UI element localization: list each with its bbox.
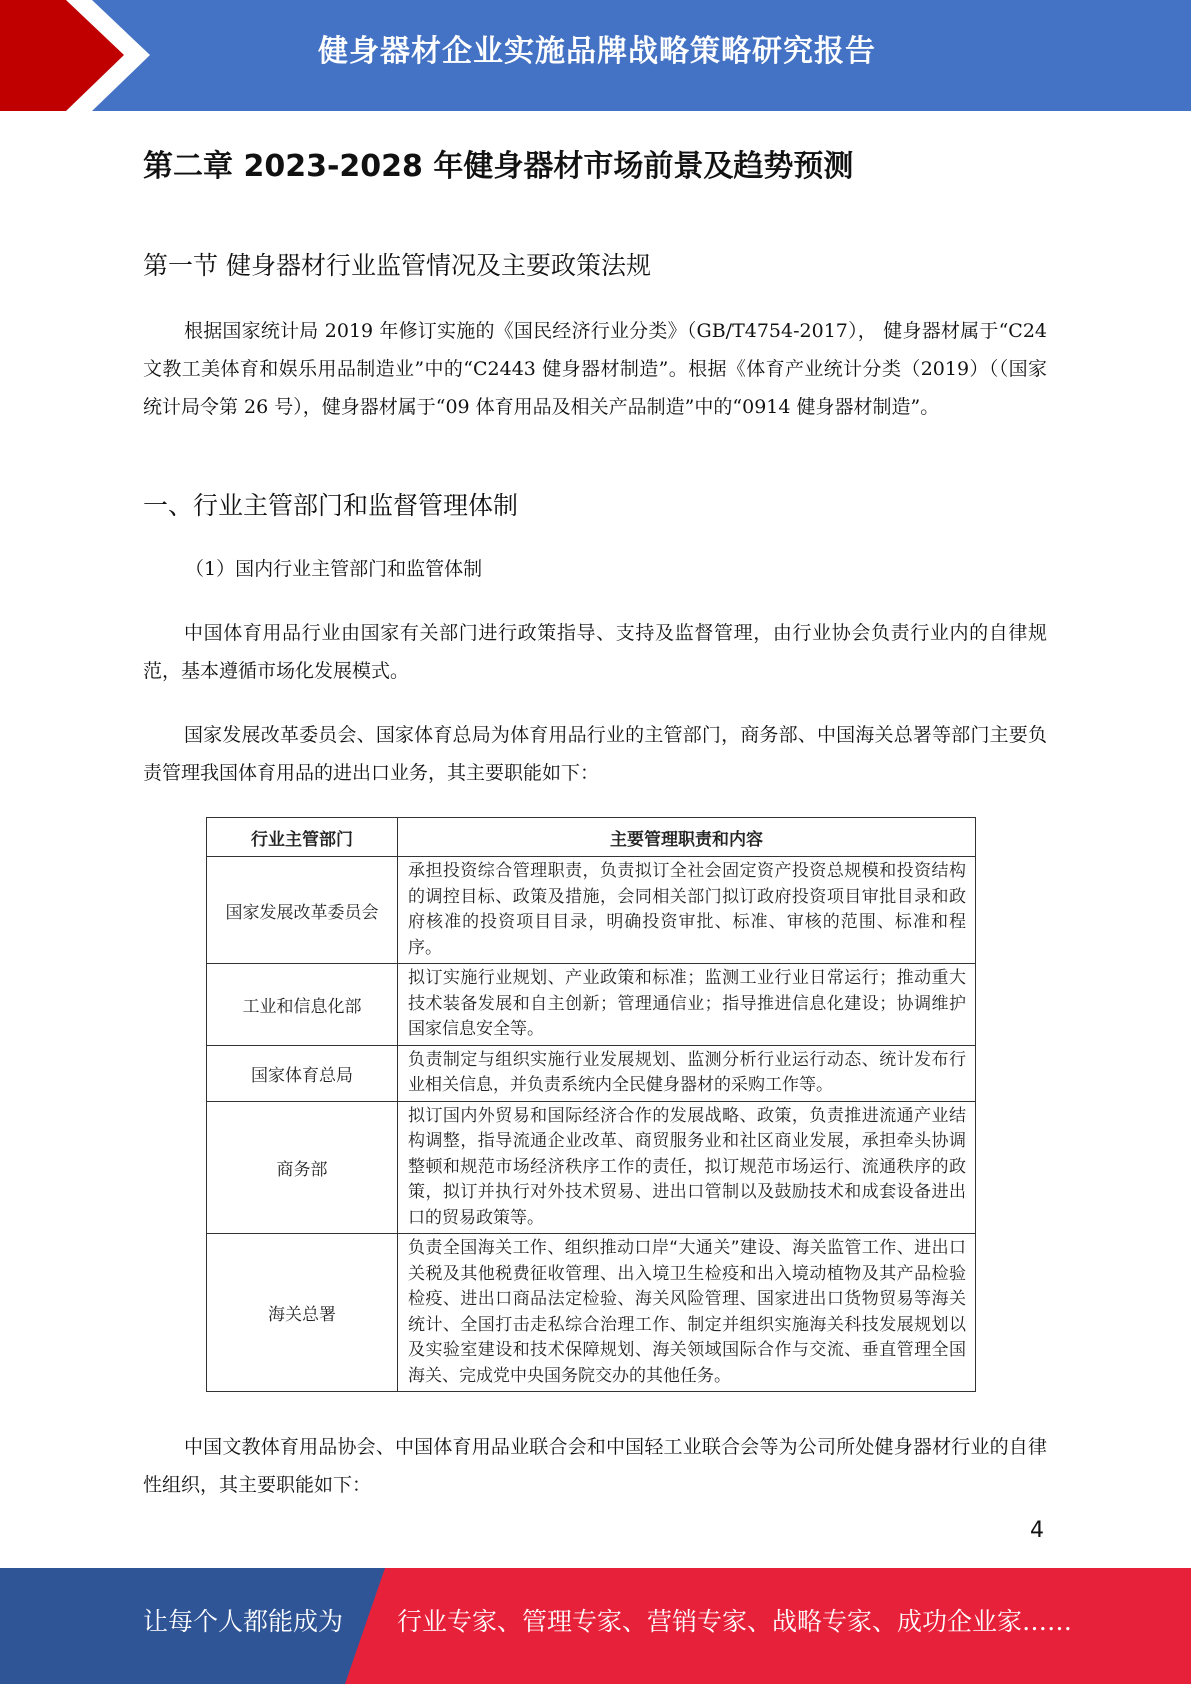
subsection-title: 一、行业主管部门和监督管理体制	[143, 491, 519, 520]
cell-duties: 负责制定与组织实施行业发展规划、监测分析行业运行动态、统计发布行业相关信息，并负责系统内全民健身器材的采购工作等。	[398, 1045, 976, 1101]
regulator-duties-table	[206, 817, 976, 1392]
cell-duties: 拟订实施行业规划、产业政策和标准；监测工业行业日常运行；推动重大技术装备发展和自主创新；管理通信业；指导推进信息化建设；协调维护国家信息安全等。	[398, 964, 976, 1046]
section-title: 第一节 健身器材行业监管情况及主要政策法规	[143, 251, 651, 280]
cell-duties: 负责全国海关工作、组织推动口岸“大通关”建设、海关监管工作、进出口关税及其他税费征收管理、出入境卫生检疫和出入境动植物及其产品检验检疫、进出口商品法定检验、海关风险管理、国家进出口货物贸易等海关统计、全国打击走私综合治理工作、制定并组织实施海关科技发展规划以及实验室建设和技术保障规划、海关领域国际合作与交流、垂直管理全国海关、完成党中央国务院交办的其他任务。	[398, 1234, 976, 1392]
page-number: 4	[1030, 1518, 1044, 1543]
report-title: 健身器材企业实施品牌战略策略研究报告	[318, 34, 876, 69]
cell-department: 商务部	[207, 1101, 398, 1234]
footer-slogan-right: 行业专家、管理专家、营销专家、战略专家、成功企业家……	[397, 1607, 1073, 1636]
cell-department: 国家体育总局	[207, 1045, 398, 1101]
table-header-row	[207, 818, 976, 857]
cell-duties: 承担投资综合管理职责，负责拟订全社会固定资产投资总规模和投资结构的调控目标、政策及措施，会同相关部门拟订政府投资项目审批目录和政府核准的投资项目目录，明确投资审批、标准、审核的范围、标准和程序。	[398, 857, 976, 964]
table-row	[207, 857, 976, 964]
page-header	[0, 0, 1191, 111]
list-item-domestic-regulation: （1）国内行业主管部门和监管体制	[185, 558, 483, 580]
paragraph-industry-classification: 根据国家统计局 2019 年修订实施的《国民经济行业分类》（GB/T4754-2017）， 健身器材属于“C24 文教工美体育和娱乐用品制造业”中的“C2443 健身器材制造”。根据《体育产业统计分类（2019）（（国家统计局令第 26 号），健身器材属于“09 体育用品及相关产品制造”中的“0914 健身器材制造”。	[143, 320, 1047, 418]
chapter-title: 第二章 2023-2028 年健身器材市场前景及趋势预测	[143, 149, 854, 184]
table-row	[207, 1045, 976, 1101]
cell-department: 工业和信息化部	[207, 964, 398, 1046]
cell-department: 国家发展改革委员会	[207, 857, 398, 964]
paragraph-authorities-intro: 国家发展改革委员会、国家体育总局为体育用品行业的主管部门，商务部、中国海关总署等部门主要负责管理我国体育用品的进出口业务，其主要职能如下：	[143, 724, 1047, 784]
cell-department: 海关总署	[207, 1234, 398, 1392]
table-row	[207, 964, 976, 1046]
cell-duties: 拟订国内外贸易和国际经济合作的发展战略、政策，负责推进流通产业结构调整，指导流通企业改革、商贸服务业和社区商业发展，承担牵头协调整顿和规范市场经济秩序工作的责任，拟订规范市场运行、流通秩序的政策，拟订并执行对外技术贸易、进出口管制以及鼓励技术和成套设备进出口的贸易政策等。	[398, 1101, 976, 1234]
paragraph-industry-overview: 中国体育用品行业由国家有关部门进行政策指导、支持及监督管理，由行业协会负责行业内的自律规范，基本遵循市场化发展模式。	[143, 622, 1047, 682]
table-row	[207, 1234, 976, 1392]
column-header-department: 行业主管部门	[207, 818, 398, 857]
column-header-duties: 主要管理职责和内容	[398, 818, 976, 857]
footer-slogan-left: 让每个人都能成为	[143, 1607, 344, 1636]
paragraph-self-regulatory-orgs: 中国文教体育用品协会、中国体育用品业联合会和中国轻工业联合会等为公司所处健身器材行业的自律性组织，其主要职能如下：	[143, 1436, 1047, 1496]
table-row	[207, 1101, 976, 1234]
page-footer	[0, 1568, 1191, 1684]
